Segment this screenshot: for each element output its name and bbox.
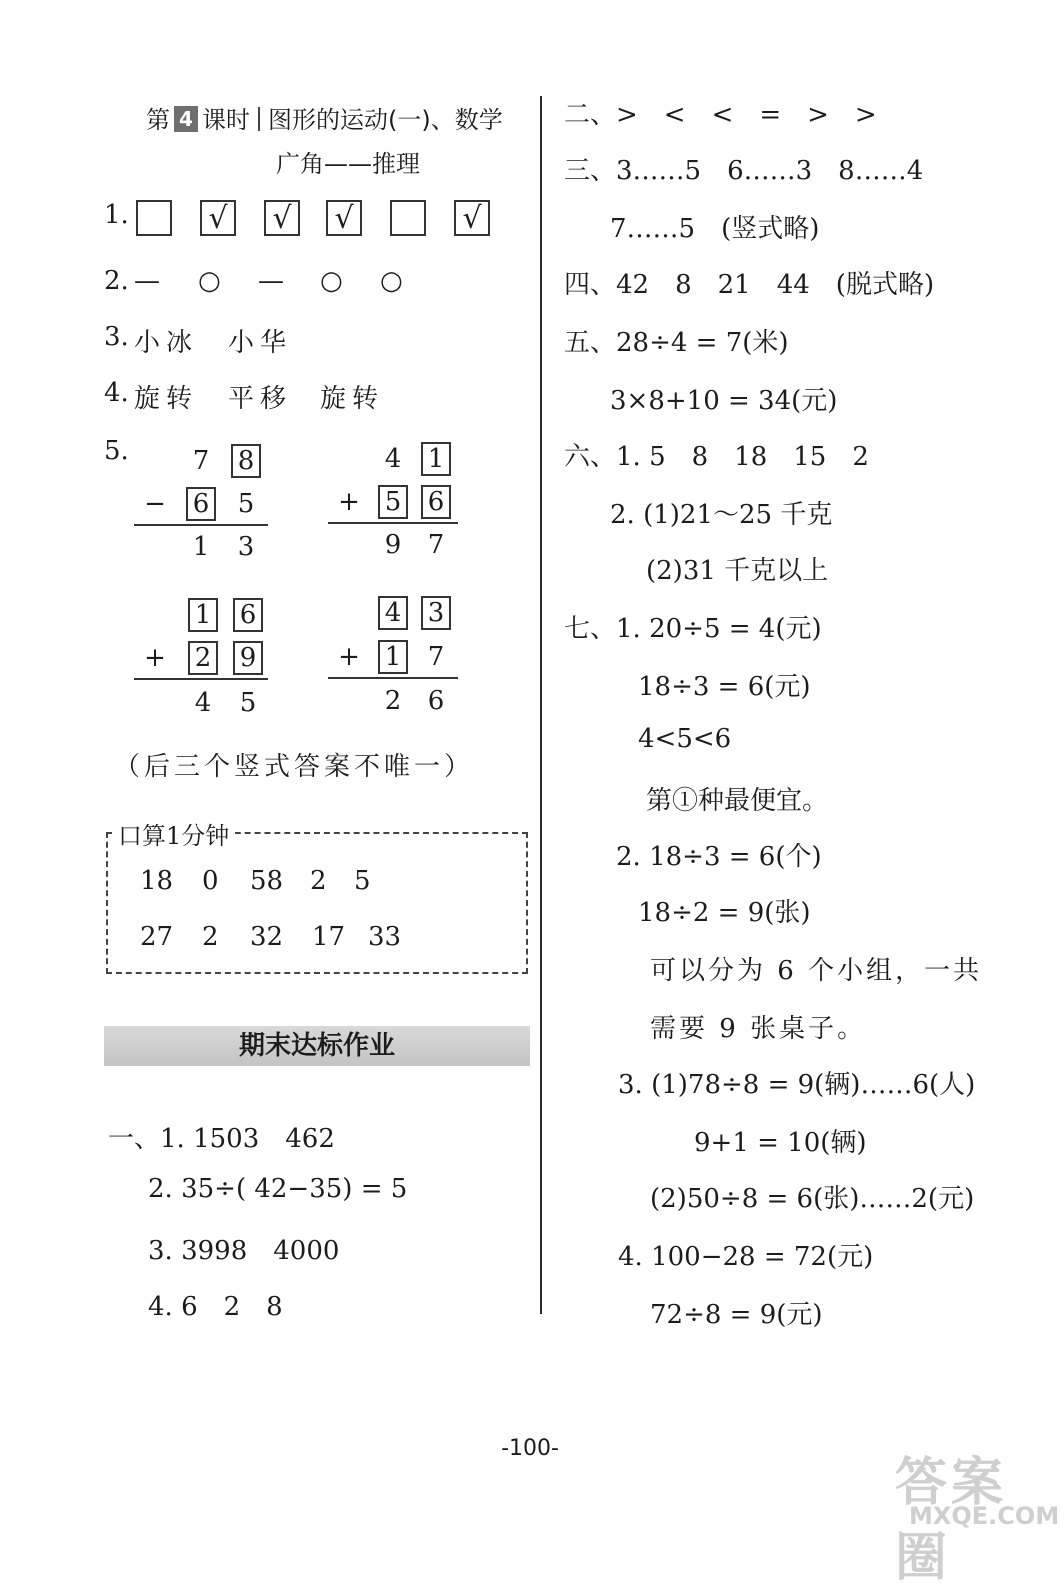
- left-line-2: 2. 35÷( 42−35) = 5: [148, 1174, 408, 1204]
- digit-box: 2: [188, 641, 218, 675]
- right-line-7e: 2. 18÷3 = 6(个): [616, 842, 822, 872]
- right-line-7c: 4<5<6: [638, 724, 732, 754]
- q4-label: 4.: [104, 378, 129, 408]
- digit: 7: [427, 530, 445, 560]
- title-topic-line1: 图形的运动(一)、数学: [268, 106, 503, 134]
- digit: 3: [237, 532, 255, 562]
- q2-symbol-5: ○: [380, 266, 403, 296]
- digit: 9: [384, 530, 402, 560]
- oral-row-1-item-2: 0: [202, 866, 219, 896]
- watermark-text: 答案圈: [895, 1453, 1008, 1588]
- right-line-6c: (2)31 千克以上: [646, 556, 829, 586]
- q2-symbol-4: ○: [320, 266, 343, 296]
- oral-row-1-item-4: 2: [310, 866, 327, 896]
- right-line-7l: 4. 100−28 = 72(元): [618, 1242, 874, 1272]
- right-line-7k: (2)50÷8 = 6(张)……2(元): [650, 1184, 975, 1214]
- oral-row-1-item-3: 58: [250, 866, 284, 896]
- sum-line: [134, 524, 268, 526]
- digit: 6: [427, 686, 445, 716]
- q1-label: 1.: [104, 200, 129, 230]
- right-line-3b: 7……5 (竖式略): [610, 214, 820, 244]
- left-line-1: 一、1. 1503 462: [108, 1124, 335, 1154]
- oral-calc-box: [106, 832, 528, 974]
- digit: 7: [192, 446, 210, 476]
- digit: 5: [237, 489, 255, 519]
- right-line-4: 四、42 8 21 44 (脱式略): [564, 270, 935, 300]
- q4-answer-1: 旋转: [134, 384, 199, 414]
- digit-box: 5: [378, 485, 408, 519]
- digit-box: 1: [188, 598, 218, 632]
- right-line-7a: 七、1. 20÷5 = 4(元): [564, 614, 822, 644]
- q3-answer-2: 小华: [228, 328, 293, 358]
- q1-box-2: √: [200, 200, 236, 236]
- q2-symbol-2: ○: [198, 266, 221, 296]
- left-line-4: 4. 6 2 8: [148, 1292, 283, 1322]
- column-divider: [540, 96, 542, 1314]
- q2-label: 2.: [104, 266, 129, 296]
- title-suffix: 课时: [202, 106, 250, 134]
- q4-answer-2: 平移: [228, 384, 293, 414]
- operator: +: [338, 487, 360, 517]
- sum-line: [328, 677, 458, 679]
- digit-box: 8: [231, 444, 261, 478]
- q1-box-4: √: [326, 200, 362, 236]
- right-line-6a: 六、1. 5 8 18 15 2: [564, 442, 869, 472]
- digit-box: 9: [233, 641, 263, 675]
- right-line-7i: 3. (1)78÷8 = 9(辆)……6(人): [618, 1070, 976, 1100]
- oral-row-2-item-3: 32: [250, 922, 284, 952]
- lesson-number-badge: 4: [174, 106, 198, 132]
- digit: 7: [427, 642, 445, 672]
- right-line-3a: 三、3……5 6……3 8……4: [564, 156, 924, 186]
- right-line-7m: 72÷8 = 9(元): [650, 1300, 823, 1330]
- oral-calc-title: 口算1分钟: [112, 816, 235, 851]
- digit-box: 6: [233, 598, 263, 632]
- right-line-5b: 3×8+10 = 34(元): [610, 386, 838, 416]
- digit: 1: [192, 532, 210, 562]
- digit: 4: [384, 444, 402, 474]
- operator: +: [338, 642, 360, 672]
- right-line-2: 二、> < < = > >: [564, 100, 877, 130]
- q3-label: 3.: [104, 322, 129, 352]
- digit: 5: [239, 688, 257, 718]
- digit-box: 1: [378, 640, 408, 674]
- q5-note: （后三个竖式答案不唯一）: [114, 752, 475, 782]
- q1-box-1: [136, 200, 172, 236]
- watermark-url: MXQE.COM: [909, 1502, 1060, 1530]
- sum-line: [134, 678, 268, 680]
- q5-label: 5.: [104, 436, 129, 466]
- right-line-6b: 2. (1)21～25 千克: [610, 500, 833, 530]
- title-topic-line2: 广角——推理: [276, 150, 420, 178]
- digit: 4: [194, 688, 212, 718]
- digit: 2: [384, 686, 402, 716]
- section-banner: 期末达标作业: [104, 1026, 530, 1066]
- digit-box: 6: [421, 485, 451, 519]
- right-line-5a: 五、28÷4 = 7(米): [564, 328, 789, 358]
- oral-row-2-item-4: 17: [312, 922, 346, 952]
- right-line-7b: 18÷3 = 6(元): [638, 672, 811, 702]
- q2-symbol-1: —: [134, 266, 160, 296]
- digit-box: 6: [186, 487, 216, 521]
- operator: +: [144, 643, 166, 673]
- right-line-7h: 需要 9 张桌子。: [650, 1014, 867, 1044]
- oral-row-2-item-2: 2: [202, 922, 219, 952]
- q1-box-3: √: [264, 200, 300, 236]
- watermark-logo: [895, 1440, 1060, 1588]
- oral-row-2-item-5: 33: [368, 922, 402, 952]
- sum-line: [328, 522, 458, 524]
- q1-box-6: √: [454, 200, 490, 236]
- q3-answer-1: 小冰: [134, 328, 199, 358]
- q1-box-5: [390, 200, 426, 236]
- oral-row-2-item-1: 27: [140, 922, 174, 952]
- title-divider: [258, 107, 260, 131]
- operator: −: [144, 489, 166, 519]
- right-line-7f: 18÷2 = 9(张): [638, 898, 811, 928]
- digit-box: 3: [421, 596, 451, 630]
- q4-answer-3: 旋转: [320, 384, 385, 414]
- right-line-7j: 9+1 = 10(辆): [694, 1128, 867, 1158]
- right-line-7g: 可以分为 6 个小组，一共: [650, 956, 983, 986]
- right-line-7d: 第①种最便宜。: [646, 786, 829, 816]
- digit-box: 1: [421, 442, 451, 476]
- page-number: -100-: [501, 1436, 559, 1461]
- digit-box: 4: [378, 596, 408, 630]
- oral-row-1-item-1: 18: [140, 866, 174, 896]
- lesson-title: [146, 100, 503, 135]
- title-prefix: 第: [146, 106, 170, 134]
- left-line-3: 3. 3998 4000: [148, 1236, 340, 1266]
- oral-row-1-item-5: 5: [354, 866, 371, 896]
- q2-symbol-3: —: [258, 266, 284, 296]
